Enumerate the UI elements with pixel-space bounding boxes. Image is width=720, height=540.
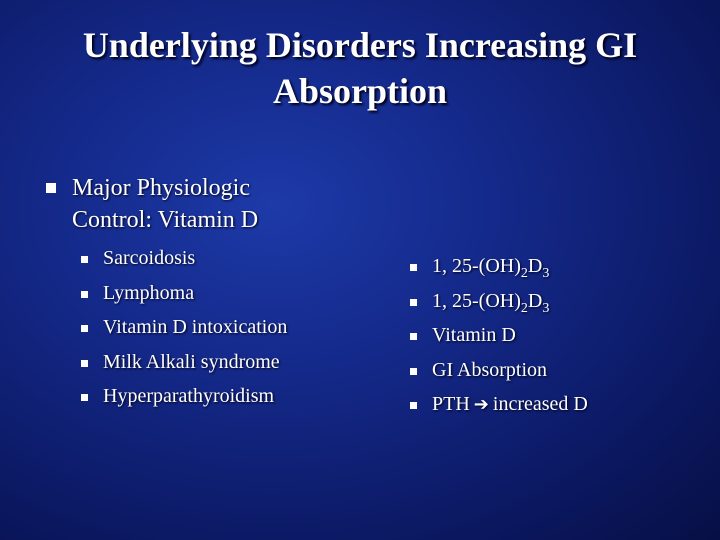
disorder-label: Hyperparathyroidism [103, 385, 275, 407]
list-item [432, 323, 588, 358]
pth-label: PTH [432, 393, 470, 415]
bullet-marker [81, 256, 88, 263]
calcitriol-label: 1, $25-(OH)_2D_3$ [432, 255, 550, 281]
bullet-marker [410, 368, 417, 375]
bullet-marker [81, 325, 88, 332]
disorder-list [103, 246, 287, 419]
bullet-marker [81, 291, 88, 298]
gi-absorption-label: GI Absorption [432, 358, 547, 381]
bullet-marker [81, 394, 88, 401]
list-item [103, 350, 287, 385]
list-item [432, 392, 588, 427]
disorder-label: Lymphoma [103, 281, 195, 304]
bullet-marker [410, 264, 417, 271]
list-item [432, 358, 588, 393]
list-item [103, 384, 287, 419]
list-item [103, 315, 287, 350]
major-bullet-text: Major Physiologic Control: Vitamin D [72, 175, 259, 233]
bullet-marker [410, 333, 417, 340]
major-bullet-marker [46, 183, 56, 193]
vitamin-d-label: Vitamin D [432, 324, 516, 346]
calcitriol-label: 1, $25-(OH)_2D_3$ [432, 289, 550, 316]
disorder-label: Sarcoidosis [103, 247, 196, 269]
bullet-marker [410, 402, 417, 409]
list-item [432, 289, 588, 324]
list-item [103, 246, 287, 281]
mechanism-list [432, 254, 588, 427]
disorder-label: Milk Alkali syndrome [103, 350, 280, 373]
list-item [432, 254, 588, 289]
disorder-label: Vitamin D intoxication [103, 316, 288, 338]
list-item [103, 281, 287, 316]
right-arrow-icon: ➔ [473, 394, 489, 415]
slide-title: Underlying Disorders Increasing GI Absorption [82, 25, 638, 111]
increased-d-label: increased D [492, 393, 588, 415]
bullet-marker [410, 299, 417, 306]
bullet-marker [81, 360, 88, 367]
